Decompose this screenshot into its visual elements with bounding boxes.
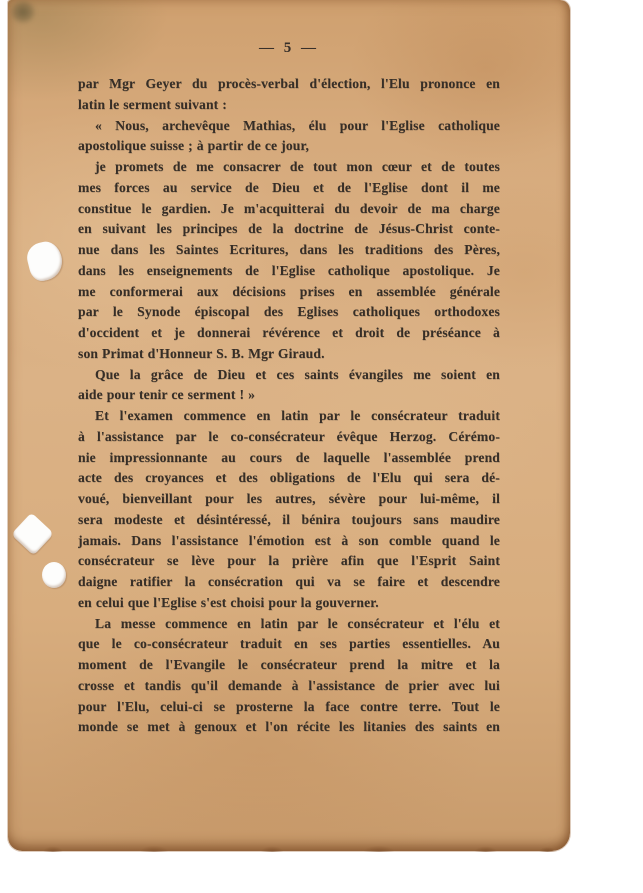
text-line: Que la grâce de Dieu et ces saints évangiles me soient en <box>95 366 500 382</box>
text-line: consécrateur se lève pour la prière afin que l'Esprit Saint <box>78 553 500 569</box>
text-line: apostolique suisse ; à partir de ce jour, <box>78 138 309 154</box>
text-line: par le Synode épiscopal des Eglises catholiques orthodoxes <box>78 304 500 320</box>
text-line: me conformerai aux décisions prises en assemblée générale <box>78 283 500 299</box>
text-line: dans les enseignements de l'Eglise catholique apostolique. Je <box>78 262 500 278</box>
text-line: son Primat d'Honneur S. B. Mgr Giraud. <box>78 345 325 361</box>
text-line: crosse et tandis qu'il demande à l'assistance de prier avec lui <box>78 677 500 693</box>
text-line: daigne ratifier la consécration qui va se faire et descendre <box>78 574 500 589</box>
text-line: en celui que l'Eglise s'est choisi pour la gouverner. <box>78 594 379 610</box>
text-line: que le co-consécrateur traduit en ses parties essentielles. Au <box>78 636 500 652</box>
page-text <box>78 74 500 738</box>
paper-hole-diamond <box>11 512 54 555</box>
text-line: aide pour tenir ce serment ! » <box>78 387 256 403</box>
text-line: « Nous, archevêque Mathias, élu pour l'Eglise catholique <box>95 117 500 133</box>
text-line: La messe commence en latin par le consécrateur et l'élu et <box>95 615 500 631</box>
text-line: latin le serment suivant : <box>78 96 227 112</box>
text-line: Et l'examen commence en latin par le consécrateur traduit <box>95 408 500 423</box>
text-line: mes forces au service de Dieu et de l'Eglise dont il me <box>78 179 500 195</box>
text-line: sera modeste et désintéressé, il bénira toujours sans maudire <box>78 511 500 527</box>
paper-hole-circle <box>42 562 66 588</box>
bottom-edge-fray <box>8 844 570 852</box>
text-line: je promets de me consacrer de tout mon cœur et de toutes <box>95 159 500 174</box>
text-line: nie impressionnante au cours de laquelle l'assemblée prend <box>78 449 500 465</box>
corner-stain <box>6 0 40 28</box>
text-line: moment de l'Evangile le consécrateur prend la mitre et la <box>78 657 500 672</box>
text-line: acte des croyances et des obligations de l'Elu qui sera dé- <box>78 470 500 486</box>
text-line: voué, bienveillant pour les autres, sévère pour lui-même, il <box>78 491 500 506</box>
text-line: à l'assistance par le co-consécrateur évêque Herzog. Cérémo- <box>78 428 500 444</box>
text-line: pour l'Elu, celui-ci se prosterne la face contre terre. Tout le <box>78 698 500 714</box>
text-line: en suivant les principes de la doctrine de Jésus-Christ conte- <box>78 221 500 237</box>
paper-sheet <box>8 0 570 851</box>
text-line: d'occident et je donnerai révérence et droit de préséance à <box>78 325 500 340</box>
paper-hole-teardrop <box>24 238 66 283</box>
text-line: monde se met à genoux et l'on récite les litanies des saints en <box>78 719 500 735</box>
text-line: constitue le gardien. Je m'acquitterai du devoir de ma charge <box>78 200 500 216</box>
text-line: jamais. Dans l'assistance l'émotion est à son comble quand le <box>78 532 500 548</box>
page-number: — 5 — <box>259 40 319 56</box>
text-line: nue dans les Saintes Ecritures, dans les traditions des Pères, <box>78 242 500 257</box>
text-line: par Mgr Geyer du procès-verbal d'élection, l'Elu prononce en <box>78 76 500 91</box>
